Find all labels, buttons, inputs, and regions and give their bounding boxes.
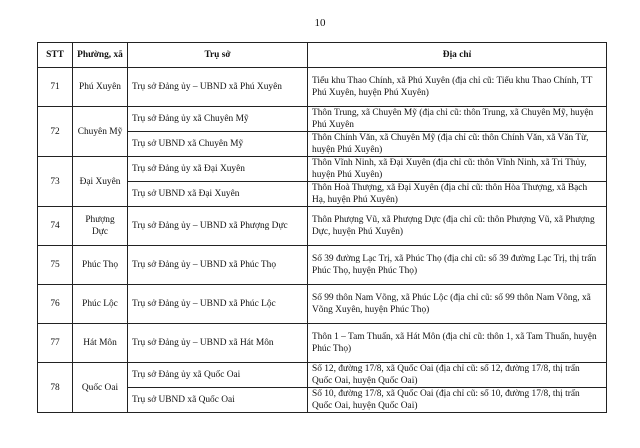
cell-office: Trụ sở UBND xã Quốc Oai [128, 388, 308, 413]
page-number: 10 [314, 17, 326, 29]
header-ward: Phường, xã [73, 43, 128, 68]
table-body [38, 68, 607, 413]
cell-ward: Chuyên Mỹ [73, 107, 128, 157]
table-row [38, 68, 607, 107]
cell-office: Trụ sở Đảng ủy xã Quốc Oai [128, 363, 308, 388]
cell-office: Trụ sở Đảng ủy – UBND xã Phúc Thọ [128, 246, 308, 285]
cell-stt: 77 [38, 324, 73, 363]
table-row [38, 285, 607, 324]
cell-office: Trụ sở Đảng ủy xã Chuyên Mỹ [128, 107, 308, 132]
cell-address: Thôn Phượng Vũ, xã Phượng Dực (địa chỉ cũ: thôn Phượng Vũ, xã Phượng Dực, huyện Phú Xuyên) [308, 207, 607, 246]
table-row [38, 207, 607, 246]
office-address-table [37, 42, 607, 413]
cell-address: Tiểu khu Thao Chính, xã Phú Xuyên (địa chỉ cũ: Tiểu khu Thao Chính, TT Phú Xuyên, huyện Phú Xuyên) [308, 68, 607, 107]
cell-ward: Hát Môn [73, 324, 128, 363]
table-row [38, 157, 607, 182]
cell-office: Trụ sở Đảng ủy – UBND xã Phúc Lộc [128, 285, 308, 324]
cell-office: Trụ sở Đảng ủy – UBND xã Hát Môn [128, 324, 308, 363]
cell-stt: 78 [38, 363, 73, 413]
table-row [38, 324, 607, 363]
cell-stt: 76 [38, 285, 73, 324]
header-address: Địa chỉ [308, 43, 607, 68]
cell-ward: Phúc Thọ [73, 246, 128, 285]
cell-ward: Quốc Oai [73, 363, 128, 413]
cell-office: Trụ sở UBND xã Chuyên Mỹ [128, 132, 308, 157]
cell-address: Thôn 1 – Tam Thuấn, xã Hát Môn (địa chỉ cũ: thôn 1, xã Tam Thuấn, huyện Phúc Thọ) [308, 324, 607, 363]
cell-ward: Phú Xuyên [73, 68, 128, 107]
cell-address: Thôn Vĩnh Ninh, xã Đại Xuyên (địa chỉ cũ: thôn Vĩnh Ninh, xã Tri Thủy, huyện Phú Xuyên) [308, 157, 607, 182]
cell-address: Số 10, đường 17/8, xã Quốc Oai (địa chỉ cũ: số 10, đường 17/8, thị trấn Quốc Oai, huyện Quốc Oai) [308, 388, 607, 413]
header-office: Trụ sở [128, 43, 308, 68]
cell-stt: 73 [38, 157, 73, 207]
cell-address: Số 12, đường 17/8, xã Quốc Oai (địa chỉ cũ: số 12, đường 17/8, thị trấn Quốc Oai, huyện Quốc Oai) [308, 363, 607, 388]
cell-ward: Phúc Lộc [73, 285, 128, 324]
cell-stt: 75 [38, 246, 73, 285]
cell-stt: 72 [38, 107, 73, 157]
cell-stt: 71 [38, 68, 73, 107]
table-header-row [38, 43, 607, 68]
cell-address: Số 39 đường Lạc Trị, xã Phúc Thọ (địa chỉ cũ: số 39 đường Lạc Trị, thị trấn Phúc Thọ, huyện Phúc Thọ) [308, 246, 607, 285]
cell-ward: Phượng Dực [73, 207, 128, 246]
cell-office: Trụ sở Đảng ủy – UBND xã Phú Xuyên [128, 68, 308, 107]
cell-stt: 74 [38, 207, 73, 246]
cell-address: Thôn Trung, xã Chuyên Mỹ (địa chỉ cũ: thôn Trung, xã Chuyên Mỹ, huyện Phú Xuyên [308, 107, 607, 132]
table-row [38, 246, 607, 285]
table-row [38, 363, 607, 388]
cell-office: Trụ sở Đảng ủy – UBND xã Phượng Dực [128, 207, 308, 246]
table-row [38, 107, 607, 132]
cell-address: Thôn Chính Văn, xã Chuyên Mỹ (địa chỉ cũ: thôn Chính Văn, xã Văn Từ, huyện Phú Xuyên) [308, 132, 607, 157]
cell-address: Số 99 thôn Nam Võng, xã Phúc Lộc (địa chỉ cũ: số 99 thôn Nam Võng, xã Võng Xuyên, huyện Phúc Thọ) [308, 285, 607, 324]
header-stt: STT [38, 43, 73, 68]
cell-office: Trụ sở UBND xã Đại Xuyên [128, 182, 308, 207]
cell-address: Thôn Hoà Thượng, xã Đại Xuyên (địa chỉ cũ: thôn Hòa Thượng, xã Bạch Hạ, huyện Phú Xuyên) [308, 182, 607, 207]
cell-office: Trụ sở Đảng ủy xã Đại Xuyên [128, 157, 308, 182]
cell-ward: Đại Xuyên [73, 157, 128, 207]
